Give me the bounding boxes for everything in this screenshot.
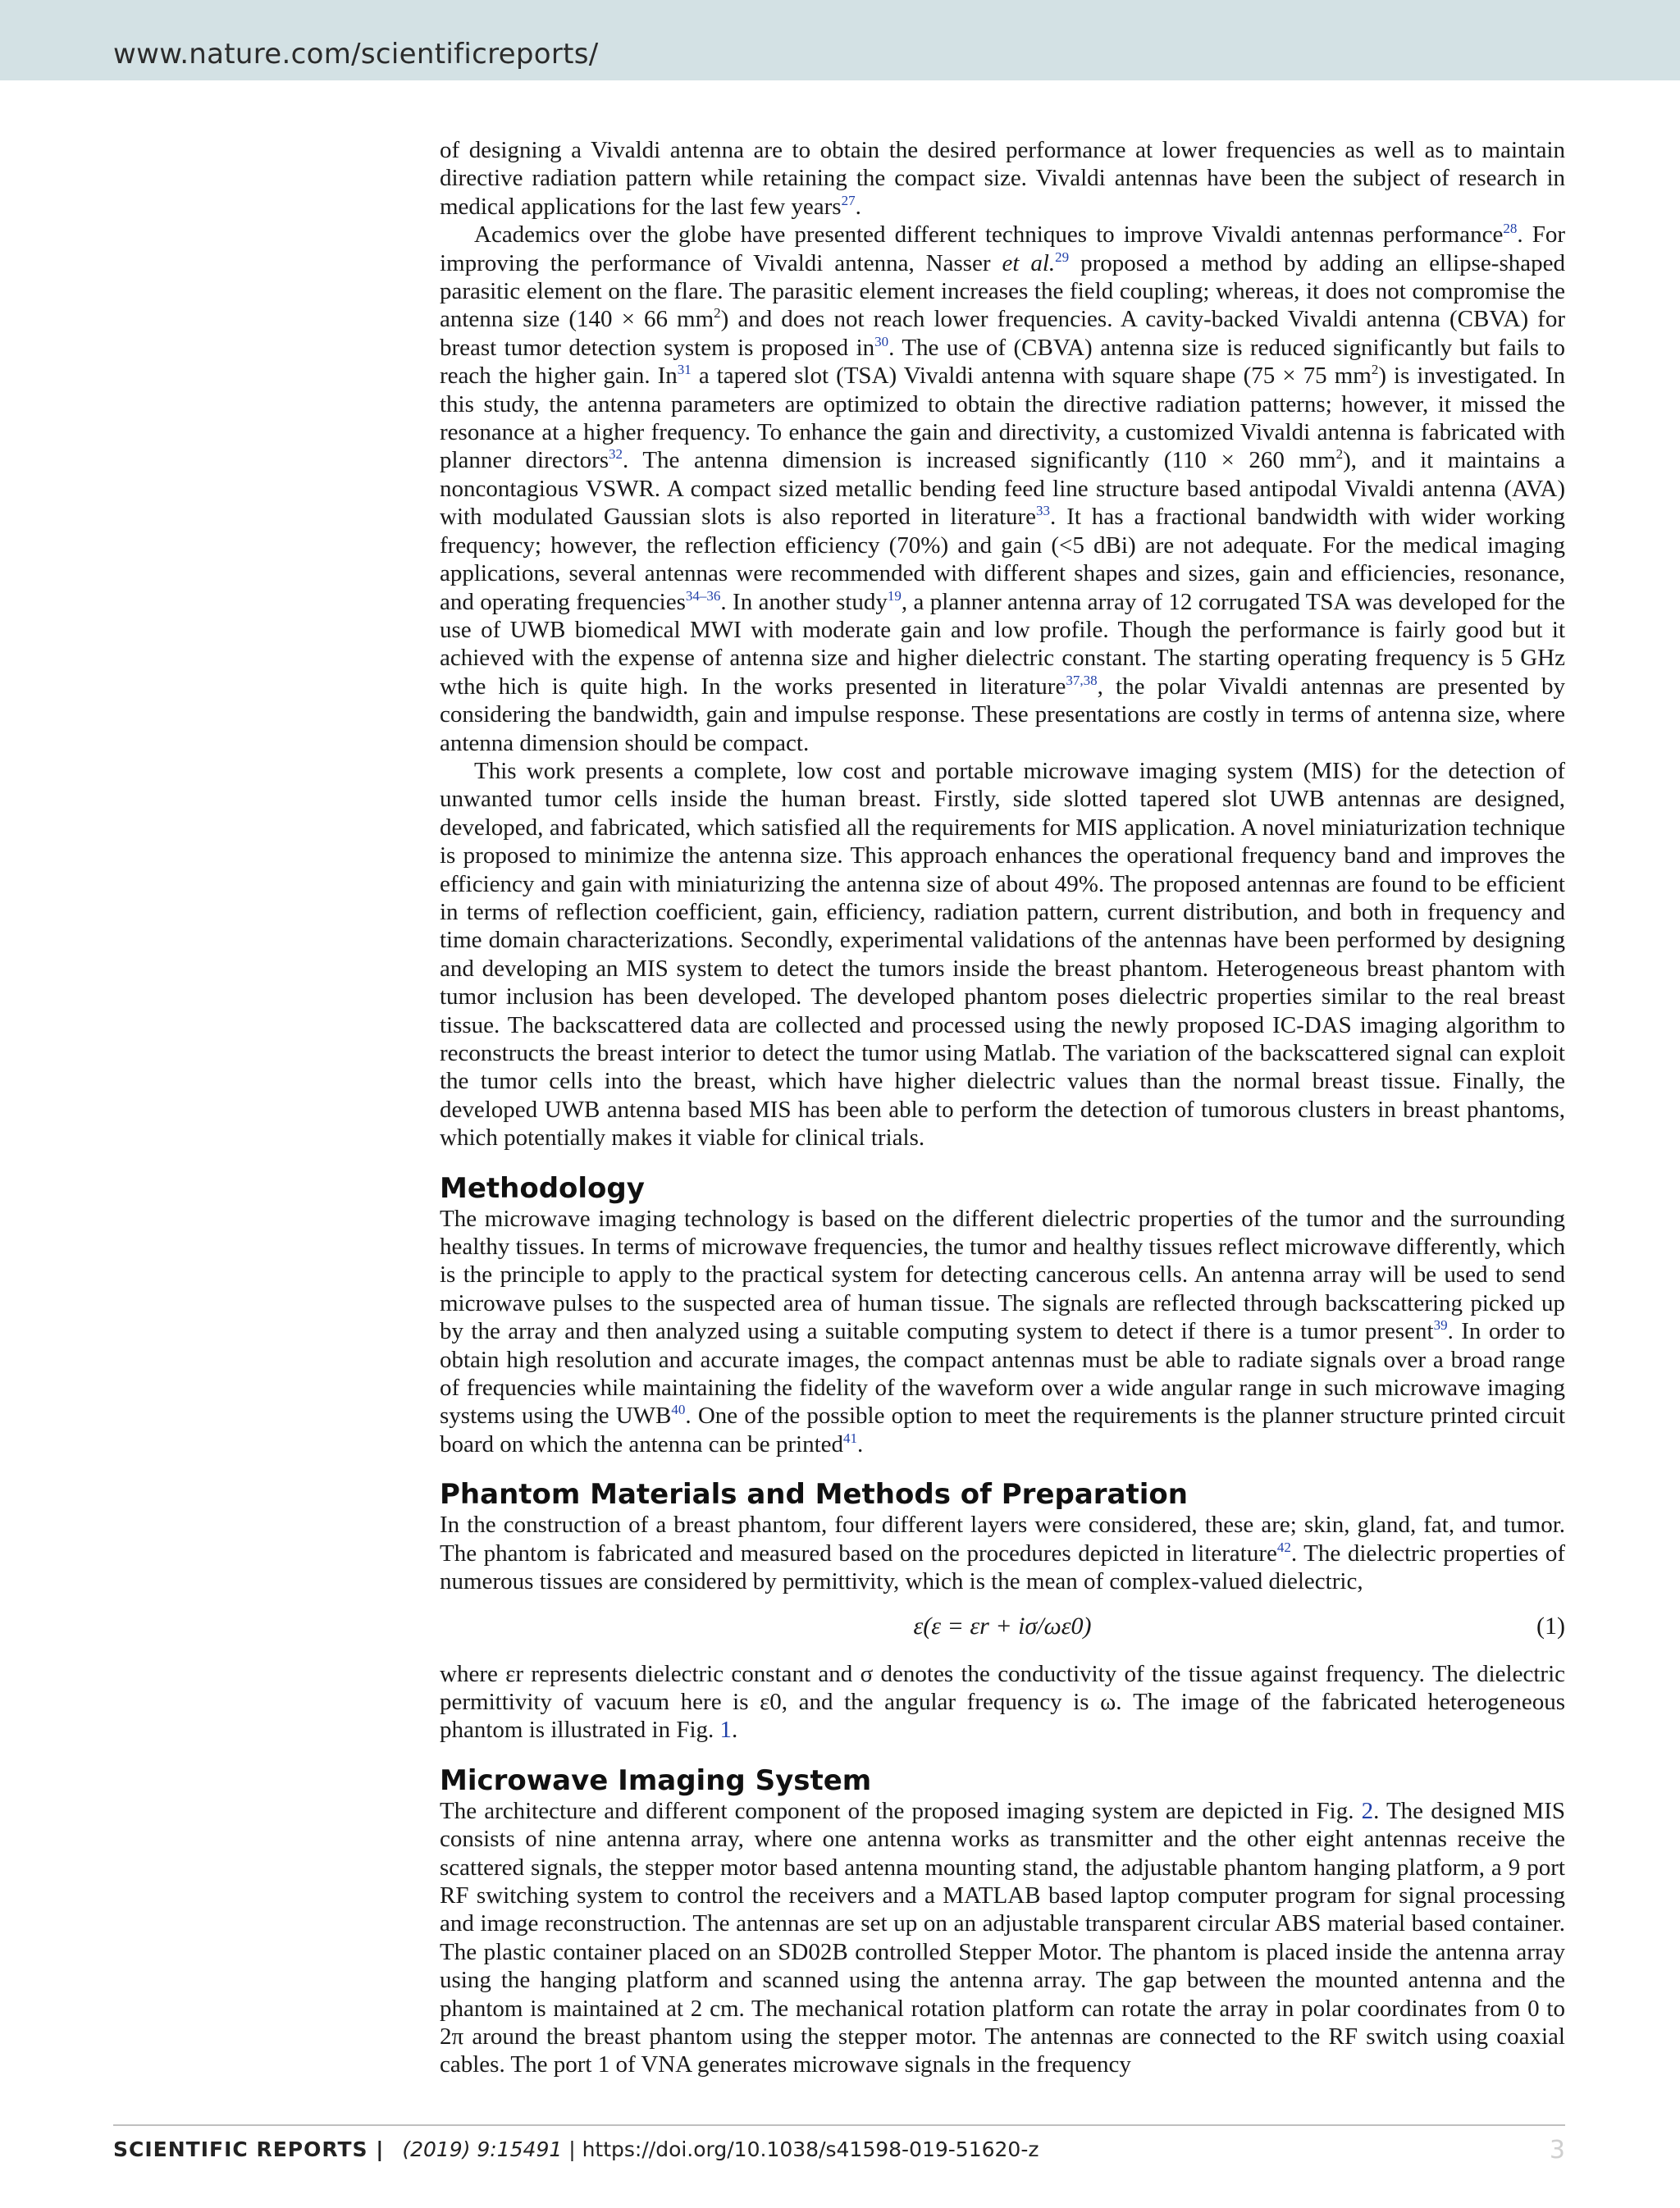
citation-ref[interactable]: 29 xyxy=(1055,249,1070,265)
site-header-bar xyxy=(0,0,1680,80)
citation-ref[interactable]: 28 xyxy=(1503,221,1518,237)
citation-ref[interactable]: 27 xyxy=(841,192,856,208)
section-heading-methodology: Methodology xyxy=(440,1171,645,1205)
article-body xyxy=(440,136,1565,2079)
citation-info: (2019) 9:15491 xyxy=(402,2137,563,2161)
equation-1 xyxy=(440,1604,1565,1652)
doi-link[interactable]: | https://doi.org/10.1038/s41598-019-51620-z xyxy=(568,2137,1039,2161)
citation-ref[interactable]: 19 xyxy=(887,587,902,604)
page-footer xyxy=(113,2137,1039,2161)
equation-expression: ε(ε = εr + iσ/ωε0) xyxy=(913,1612,1092,1640)
citation-ref[interactable]: 33 xyxy=(1036,503,1051,519)
footer-divider xyxy=(113,2124,1565,2126)
citation-ref[interactable]: 40 xyxy=(671,1402,686,1418)
phantom-paragraph-2: where εr represents dielectric constant and σ denotes the conductivity of the tissue against frequency. The dielectric permittivity of vacuum here is ε0, and the angular frequency is ω. The image of the fabricated heterogeneous phantom is illustrated in Fig. 1. xyxy=(440,1660,1565,1744)
intro-paragraph-2: Academics over the globe have presented different techniques to improve Vivaldi antennas performance$^{28}$. For improving the performance of Vivaldi antenna, Nasser et al.$^{29}$ proposed a method by adding an ellipse-shaped parasitic element on the flare. The parasitic element increases the field coupling; whereas, it does not compromise the antenna size (140 × 66 $mm^2$) and does not reach lower frequencies. A cavity-backed Vivaldi antenna (CBVA) for breast tumor detection system is proposed in$^{30}$. The use of (CBVA) antenna size is reduced significantly but fails to reach the higher gain. In$^{31}$ a tapered slot (TSA) Vivaldi antenna with square shape (75 × 75 $mm^2$) is investigated. In this study, the antenna parameters are optimized to obtain the directive radiation patterns; however, it missed the resonance at a higher frequency. To enhance the gain and directivity, a customized Vivaldi antenna is fabricated with planner directors$^{32}$. The antenna dimension is increased significantly (110 × 260 $mm^2$), and it maintains a noncontagious VSWR. A compact sized metallic bending feed line structure based antipodal Vivaldi antenna (AVA) with modulated Gaussian slots is also reported in literature$^{33}$. It has a fractional bandwidth with wider working frequency; however, the reflection efficiency (70%) and gain (<5 dBi) are not adequate. For the medical imaging applications, several antennas were recommended with different shapes and sizes, gain and efficiencies, resonance, and operating frequencies$^{34-36}$. In another study$^{19}$, a planner antenna array of 12 corrugated TSA was developed for the use of UWB biomedical MWI with moderate gain and low profile. Though the performance is fairly good but it achieved with the expense of antenna size and higher dielectric constant. The starting operating frequency is 5 GHz wthe hich is quite high. In the works presented in literature$^{37,38}$, the polar Vivaldi antennas are presented by considering the bandwidth, gain and impulse response. These presentations are costly in terms of antenna size, where antenna dimension should be compact. xyxy=(440,221,1565,756)
page-number: 3 xyxy=(1549,2136,1565,2165)
phantom-paragraph: In the construction of a breast phantom, four different layers were considered, these are; skin, gland, fat, and tumor. The phantom is fabricated and measured based on the procedures depicted in literature$^{42}$. The dielectric properties of numerous tissues are considered by permittivity, which is the mean of complex-valued dielectric, xyxy=(440,1512,1565,1595)
figure-link[interactable]: 1 xyxy=(719,1717,733,1744)
intro-paragraph-3: This work presents a complete, low cost and portable microwave imaging system (MIS) for the detection of unwanted tumor cells inside the human breast. Firstly, side slotted tapered slot UWB antennas are designed, developed, and fabricated, which satisfied all the requirements for MIS application. A novel miniaturization technique is proposed to minimize the antenna size. This approach enhances the operational frequency band and improves the efficiency and gain with miniaturizing the antenna size of about 49%. The proposed antennas are found to be efficient in terms of reflection coefficient, gain, efficiency, radiation pattern, current distribution, and both in frequency and time domain characterizations. Secondly, experimental validations of the antennas have been performed by designing and developing an MIS system to detect the tumors inside the breast phantom. Heterogeneous breast phantom with tumor inclusion has been developed. The developed phantom poses dielectric properties similar to the real breast tissue. The backscattered data are collected and processed using the newly proposed IC-DAS imaging algorithm to reconstructs the breast interior to detect the tumor using Matlab. The variation of the backscattered signal can exploit the tumor cells into the breast, which have higher dielectric values than the normal breast tissue. Finally, the developed UWB antenna based MIS has been able to perform the detection of tumorous clusters in breast phantoms, which potentially makes it viable for clinical trials. xyxy=(440,757,1565,1152)
section-heading-phantom: Phantom Materials and Methods of Preparation xyxy=(440,1478,1188,1512)
site-url[interactable]: www.nature.com/scientificreports/ xyxy=(113,38,599,71)
citation-ref[interactable]: 42 xyxy=(1276,1539,1291,1555)
mis-paragraph: The architecture and different component of the proposed imaging system are depicted in Fig. 2. The designed MIS consists of nine antenna array, where one antenna works as transmitter and the other eight antennas receive the scattered signals, the stepper motor based antenna mounting stand, the adjustable phantom hanging platform, a 9 port RF switching system to control the receivers and a MATLAB based laptop computer program for signal processing and image reconstruction. The antennas are set up on an adjustable transparent circular ABS material based container. The plastic container placed on an SD02B controlled Stepper Motor. The phantom is placed inside the antenna array using the hanging platform and scanned using the antenna array. The gap between the mounted antenna and the phantom is maintained at 2 cm. The mechanical rotation platform can rotate the array in polar coordinates from 0 to 2π around the breast phantom using the stepper motor. The antennas are connected to the RF switch using coaxial cables. The port 1 of VNA generates microwave signals in the frequency xyxy=(440,1797,1565,2078)
citation-ref[interactable]: 41 xyxy=(843,1430,858,1446)
citation-ref[interactable]: 34–36 xyxy=(685,587,721,604)
section-heading-mis: Microwave Imaging System xyxy=(440,1763,872,1797)
journal-name: SCIENTIFIC REPORTS | xyxy=(113,2137,385,2161)
citation-ref[interactable]: 37,38 xyxy=(1066,672,1098,688)
intro-paragraph-1: of designing a Vivaldi antenna are to obtain the desired performance at lower frequencies as well as to maintain directive radiation pattern while retaining the compact size. Vivaldi antennas have been the subject of research in medical applications for the last few years$^{27}$. xyxy=(440,137,1565,220)
figure-link[interactable]: 2 xyxy=(1361,1797,1374,1824)
citation-ref[interactable]: 31 xyxy=(677,362,692,378)
citation-ref[interactable]: 30 xyxy=(874,333,889,349)
equation-number: (1) xyxy=(1536,1612,1565,1640)
citation-ref[interactable]: 32 xyxy=(609,446,623,463)
methodology-paragraph: The microwave imaging technology is based on the different dielectric properties of the tumor and the surrounding healthy tissues. In terms of microwave frequencies, the tumor and healthy tissues reflect microwave differently, which is the principle to apply to the practical system for detecting cancerous cells. An antenna array will be used to send microwave pulses to the suspected area of human tissue. The signals are reflected through backscattering picked up by the array and then analyzed using a suitable computing system to detect if there is a tumor present$^{39}$. In order to obtain high resolution and accurate images, the compact antennas must be able to radiate signals over a broad range of frequencies while maintaining the fidelity of the waveform over a wide angular range in such microwave imaging systems using the UWB$^{40}$. One of the possible option to meet the requirements is the planner structure printed circuit board on which the antenna can be printed$^{41}$. xyxy=(440,1205,1565,1458)
citation-ref[interactable]: 39 xyxy=(1433,1317,1448,1334)
